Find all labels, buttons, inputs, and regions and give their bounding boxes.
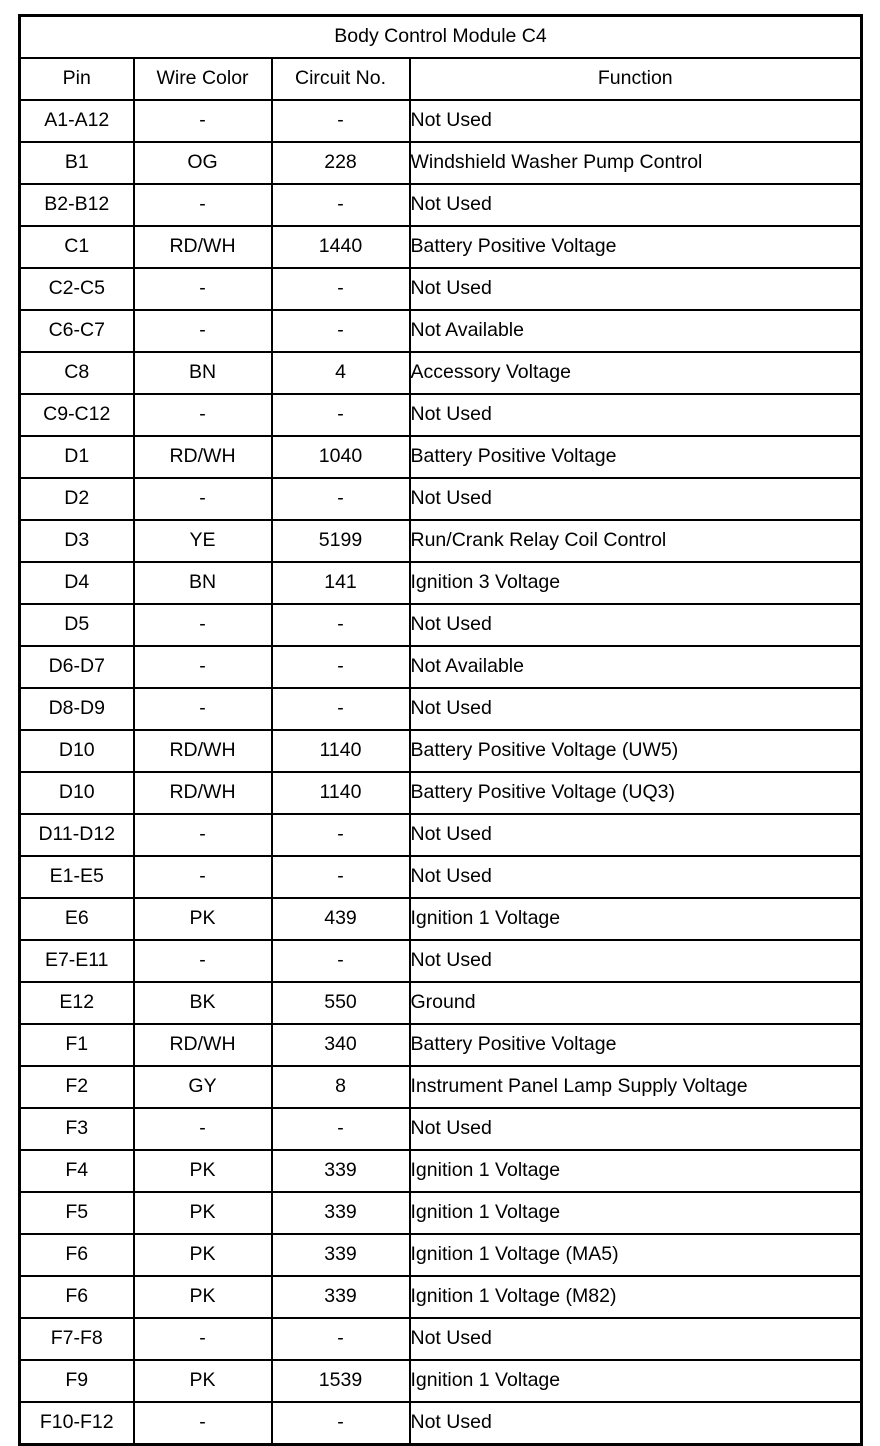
cell-circuit-no: - [272, 1318, 410, 1360]
cell-pin: C8 [20, 352, 134, 394]
table-row [20, 1024, 862, 1066]
cell-circuit-no: 1040 [272, 436, 410, 478]
cell-function: Not Used [410, 1318, 862, 1360]
column-header-function: Function [410, 58, 862, 100]
cell-circuit-no: - [272, 268, 410, 310]
cell-circuit-no: 1140 [272, 772, 410, 814]
cell-pin: F2 [20, 1066, 134, 1108]
cell-function: Not Used [410, 940, 862, 982]
table-row [20, 688, 862, 730]
cell-pin: F9 [20, 1360, 134, 1402]
cell-pin: C6-C7 [20, 310, 134, 352]
table-row [20, 1402, 862, 1445]
column-header-circuit-no: Circuit No. [272, 58, 410, 100]
cell-circuit-no: 228 [272, 142, 410, 184]
table-row [20, 1192, 862, 1234]
cell-wire-color: BN [134, 352, 272, 394]
cell-function: Ignition 3 Voltage [410, 562, 862, 604]
cell-pin: C1 [20, 226, 134, 268]
cell-function: Not Used [410, 268, 862, 310]
cell-circuit-no: - [272, 1402, 410, 1445]
table-row [20, 310, 862, 352]
cell-function: Ignition 1 Voltage (MA5) [410, 1234, 862, 1276]
column-header-wire-color: Wire Color [134, 58, 272, 100]
cell-wire-color: OG [134, 142, 272, 184]
cell-circuit-no: 141 [272, 562, 410, 604]
cell-wire-color: PK [134, 1276, 272, 1318]
table-row [20, 772, 862, 814]
table-row [20, 562, 862, 604]
cell-function: Not Available [410, 310, 862, 352]
cell-pin: F10-F12 [20, 1402, 134, 1445]
cell-pin: D10 [20, 772, 134, 814]
cell-circuit-no: 5199 [272, 520, 410, 562]
table-row [20, 352, 862, 394]
cell-circuit-no: - [272, 646, 410, 688]
cell-wire-color: - [134, 394, 272, 436]
cell-circuit-no: 8 [272, 1066, 410, 1108]
cell-wire-color: PK [134, 1360, 272, 1402]
cell-wire-color: - [134, 184, 272, 226]
table-row [20, 142, 862, 184]
cell-function: Windshield Washer Pump Control [410, 142, 862, 184]
table-title-row [20, 16, 862, 59]
cell-wire-color: - [134, 604, 272, 646]
cell-wire-color: PK [134, 1192, 272, 1234]
cell-function: Ignition 1 Voltage [410, 1360, 862, 1402]
cell-function: Ignition 1 Voltage [410, 1150, 862, 1192]
cell-function: Not Used [410, 1402, 862, 1445]
cell-function: Not Used [410, 604, 862, 646]
cell-function: Ignition 1 Voltage [410, 1192, 862, 1234]
cell-circuit-no: 339 [272, 1234, 410, 1276]
table-row [20, 730, 862, 772]
cell-function: Ground [410, 982, 862, 1024]
cell-pin: D3 [20, 520, 134, 562]
cell-wire-color: GY [134, 1066, 272, 1108]
cell-pin: D10 [20, 730, 134, 772]
cell-wire-color: - [134, 100, 272, 142]
cell-circuit-no: 1140 [272, 730, 410, 772]
cell-function: Not Used [410, 688, 862, 730]
cell-function: Accessory Voltage [410, 352, 862, 394]
cell-function: Ignition 1 Voltage [410, 898, 862, 940]
cell-function: Not Used [410, 100, 862, 142]
cell-function: Battery Positive Voltage [410, 436, 862, 478]
cell-wire-color: - [134, 478, 272, 520]
table-row [20, 268, 862, 310]
table-row [20, 1318, 862, 1360]
cell-circuit-no: 339 [272, 1150, 410, 1192]
cell-wire-color: - [134, 268, 272, 310]
cell-function: Instrument Panel Lamp Supply Voltage [410, 1066, 862, 1108]
cell-circuit-no: 4 [272, 352, 410, 394]
table-row [20, 184, 862, 226]
column-header-pin: Pin [20, 58, 134, 100]
cell-circuit-no: - [272, 1108, 410, 1150]
cell-pin: D11-D12 [20, 814, 134, 856]
cell-wire-color: - [134, 310, 272, 352]
cell-wire-color: - [134, 814, 272, 856]
cell-function: Not Available [410, 646, 862, 688]
cell-wire-color: - [134, 1108, 272, 1150]
cell-wire-color: RD/WH [134, 730, 272, 772]
cell-circuit-no: - [272, 100, 410, 142]
cell-pin: F7-F8 [20, 1318, 134, 1360]
table-row [20, 520, 862, 562]
cell-wire-color: PK [134, 898, 272, 940]
cell-wire-color: YE [134, 520, 272, 562]
table-column-header-row [20, 58, 862, 100]
cell-circuit-no: 339 [272, 1276, 410, 1318]
cell-wire-color: RD/WH [134, 772, 272, 814]
cell-function: Battery Positive Voltage [410, 1024, 862, 1066]
cell-circuit-no: 1539 [272, 1360, 410, 1402]
table-row [20, 226, 862, 268]
table-row [20, 1150, 862, 1192]
cell-wire-color: BK [134, 982, 272, 1024]
cell-function: Ignition 1 Voltage (M82) [410, 1276, 862, 1318]
cell-wire-color: - [134, 1402, 272, 1445]
cell-wire-color: RD/WH [134, 436, 272, 478]
cell-pin: C2-C5 [20, 268, 134, 310]
cell-pin: D6-D7 [20, 646, 134, 688]
table-row [20, 1276, 862, 1318]
cell-pin: F1 [20, 1024, 134, 1066]
cell-pin: F3 [20, 1108, 134, 1150]
cell-circuit-no: 339 [272, 1192, 410, 1234]
cell-function: Not Used [410, 184, 862, 226]
cell-pin: F6 [20, 1276, 134, 1318]
cell-pin: E1-E5 [20, 856, 134, 898]
cell-circuit-no: - [272, 688, 410, 730]
table-row [20, 898, 862, 940]
cell-wire-color: RD/WH [134, 226, 272, 268]
cell-pin: D2 [20, 478, 134, 520]
cell-circuit-no: 550 [272, 982, 410, 1024]
cell-function: Run/Crank Relay Coil Control [410, 520, 862, 562]
cell-circuit-no: - [272, 394, 410, 436]
cell-pin: F6 [20, 1234, 134, 1276]
cell-pin: B1 [20, 142, 134, 184]
cell-function: Not Used [410, 814, 862, 856]
cell-circuit-no: - [272, 814, 410, 856]
cell-pin: C9-C12 [20, 394, 134, 436]
table-row [20, 646, 862, 688]
table-row [20, 814, 862, 856]
cell-pin: F5 [20, 1192, 134, 1234]
cell-pin: F4 [20, 1150, 134, 1192]
table-row [20, 394, 862, 436]
table-row [20, 100, 862, 142]
cell-pin: D4 [20, 562, 134, 604]
cell-wire-color: - [134, 1318, 272, 1360]
connector-pinout-table [18, 14, 863, 1446]
cell-circuit-no: - [272, 604, 410, 646]
table-row [20, 940, 862, 982]
table-header [20, 16, 862, 101]
cell-function: Battery Positive Voltage (UQ3) [410, 772, 862, 814]
cell-pin: B2-B12 [20, 184, 134, 226]
cell-function: Not Used [410, 478, 862, 520]
cell-pin: E7-E11 [20, 940, 134, 982]
cell-pin: E6 [20, 898, 134, 940]
cell-wire-color: - [134, 940, 272, 982]
cell-function: Not Used [410, 856, 862, 898]
cell-circuit-no: - [272, 940, 410, 982]
cell-pin: A1-A12 [20, 100, 134, 142]
cell-circuit-no: - [272, 310, 410, 352]
cell-circuit-no: 340 [272, 1024, 410, 1066]
cell-circuit-no: - [272, 856, 410, 898]
table-row [20, 604, 862, 646]
cell-function: Battery Positive Voltage [410, 226, 862, 268]
cell-wire-color: RD/WH [134, 1024, 272, 1066]
cell-function: Not Used [410, 1108, 862, 1150]
cell-wire-color: PK [134, 1234, 272, 1276]
cell-pin: E12 [20, 982, 134, 1024]
cell-pin: D8-D9 [20, 688, 134, 730]
cell-circuit-no: - [272, 184, 410, 226]
table-body [20, 100, 862, 1445]
cell-wire-color: - [134, 856, 272, 898]
cell-wire-color: - [134, 646, 272, 688]
cell-wire-color: PK [134, 1150, 272, 1192]
cell-circuit-no: 439 [272, 898, 410, 940]
cell-pin: D1 [20, 436, 134, 478]
table-row [20, 856, 862, 898]
cell-function: Not Used [410, 394, 862, 436]
table-row [20, 436, 862, 478]
cell-circuit-no: - [272, 478, 410, 520]
table-row [20, 1108, 862, 1150]
cell-wire-color: BN [134, 562, 272, 604]
table-row [20, 1360, 862, 1402]
table-row [20, 982, 862, 1024]
table-row [20, 1234, 862, 1276]
table-row [20, 478, 862, 520]
cell-wire-color: - [134, 688, 272, 730]
cell-circuit-no: 1440 [272, 226, 410, 268]
cell-pin: D5 [20, 604, 134, 646]
table-row [20, 1066, 862, 1108]
cell-function: Battery Positive Voltage (UW5) [410, 730, 862, 772]
table-title: Body Control Module C4 [20, 16, 862, 59]
